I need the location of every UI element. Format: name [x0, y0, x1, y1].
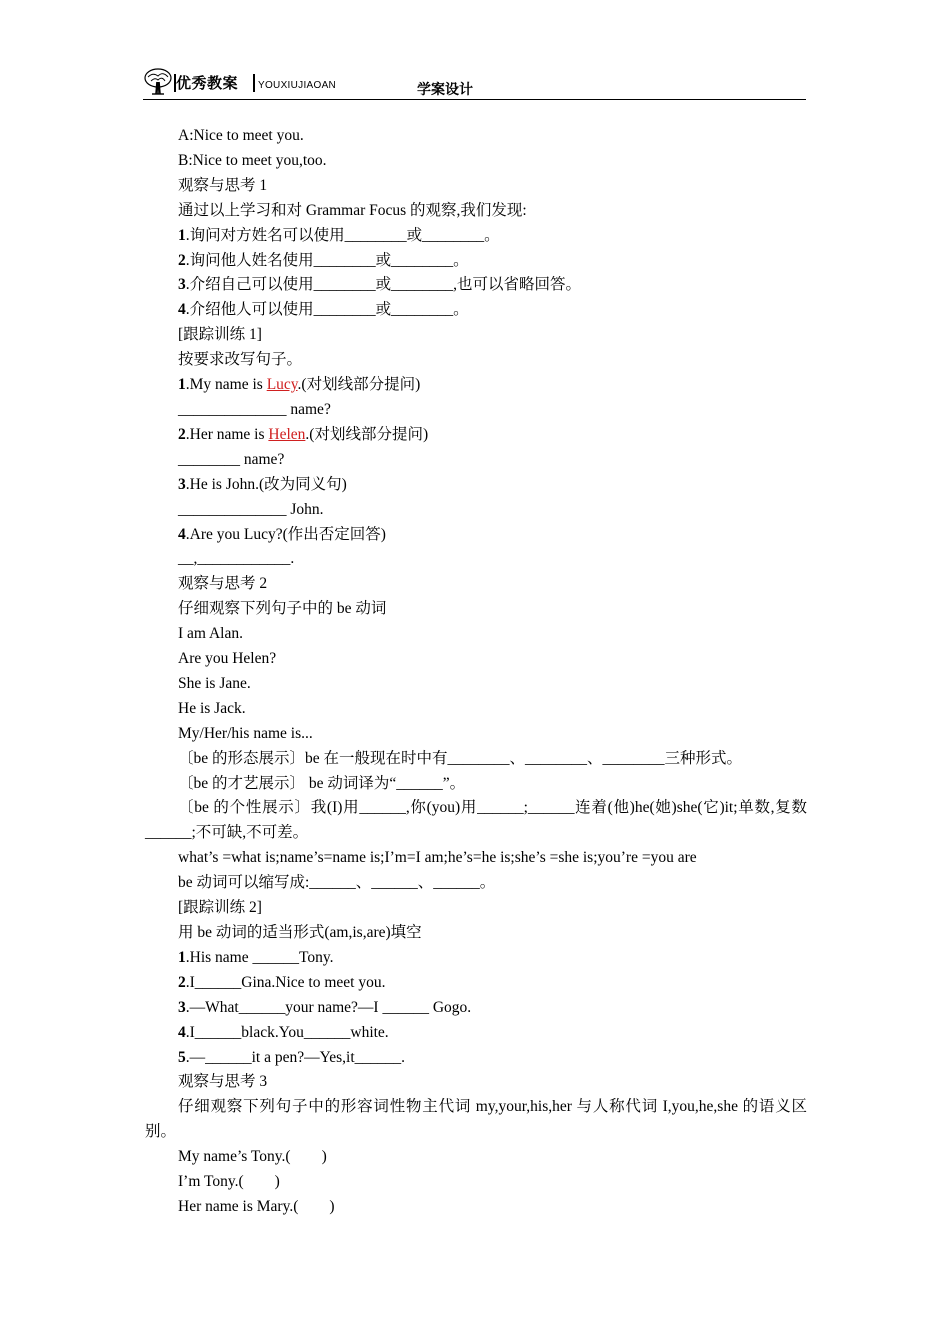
text-line: [145, 946, 807, 971]
text-segment: 仔细观察下列句子中的形容词性物主代词 my,your,his,her 与人称代词 I,you,he,she 的语义区别。: [145, 1098, 807, 1141]
text-line: [145, 124, 807, 149]
text-segment: B:Nice to meet you,too.: [178, 151, 327, 169]
item-number: 2: [178, 425, 186, 443]
text-segment: 观察与思考 3: [178, 1073, 268, 1091]
text-line: [145, 323, 807, 348]
text-segment: .I______black.You______white.: [185, 1023, 389, 1041]
text-segment: I am Alan.: [178, 625, 243, 643]
text-line: [145, 1195, 807, 1220]
logo-chinese-text: 优秀教案: [176, 74, 239, 92]
text-segment: 用 be 动词的适当形式(am,is,are)填空: [178, 924, 422, 941]
item-number: 5: [178, 1048, 186, 1066]
logo-divider: [253, 74, 255, 92]
text-line: [145, 722, 807, 747]
text-line: [145, 896, 807, 921]
text-line: [145, 921, 807, 946]
text-segment: .Are you Lucy?(作出否定回答): [185, 525, 386, 543]
text-line: [145, 224, 807, 249]
text-segment: 〔be 的形态展示〕be 在一般现在时中有________、________、________三种形式。: [178, 749, 743, 767]
item-number: 4: [178, 301, 186, 319]
item-number: 4: [178, 1023, 186, 1041]
text-line: [145, 1070, 807, 1095]
text-segment: 〔be 的才艺展示〕 be 动词译为“______”。: [178, 774, 466, 792]
text-line: [145, 423, 807, 448]
underlined-answer: Lucy: [266, 376, 298, 394]
text-line: [145, 1046, 807, 1071]
text-line: [145, 846, 807, 871]
item-number: 1: [178, 376, 186, 394]
item-number: 3: [178, 276, 186, 294]
text-line: [145, 174, 807, 199]
text-segment: 仔细观察下列句子中的 be 动词: [178, 600, 387, 618]
underlined-answer: Helen: [268, 425, 306, 443]
item-number: 4: [178, 525, 186, 543]
header-title: 学案设计: [417, 82, 473, 98]
item-number: 1: [178, 226, 186, 244]
text-segment: A:Nice to meet you.: [178, 127, 304, 144]
text-segment: She is Jane.: [178, 674, 251, 692]
text-segment: .Her name is: [185, 425, 269, 443]
text-line: [145, 871, 807, 896]
text-line: [145, 348, 807, 373]
text-line: [145, 1170, 807, 1195]
text-segment: .His name ______Tony.: [185, 948, 334, 966]
tree-logo-icon: [143, 68, 173, 96]
text-segment: .询问他人姓名使用________或________。: [185, 251, 469, 269]
text-line: [145, 149, 807, 174]
text-segment: .My name is: [185, 376, 267, 394]
text-segment: 〔be 的个性展示〕我(I)用______,你(you)用______;______连着(他)he(她)she(它)it;单数,复数______;不可缺,不可差。: [145, 799, 807, 842]
text-line: [145, 1095, 807, 1145]
text-segment: ______________ John.: [178, 500, 324, 518]
text-line: [145, 249, 807, 274]
text-line: [145, 473, 807, 498]
item-number: 1: [178, 948, 186, 966]
text-segment: .—What______your name?—I ______ Gogo.: [185, 998, 472, 1016]
text-line: [145, 298, 807, 323]
text-segment: 观察与思考 2: [178, 575, 268, 593]
text-segment: ________ name?: [178, 450, 285, 468]
text-line: [145, 772, 807, 797]
text-segment: 按要求改写句子。: [178, 351, 303, 369]
text-segment: 通过以上学习和对 Grammar Focus 的观察,我们发现:: [178, 201, 527, 219]
text-line: [145, 398, 807, 423]
text-segment: .—______it a pen?—Yes,it______.: [185, 1048, 406, 1066]
text-segment: Are you Helen?: [178, 650, 277, 668]
text-line: [145, 796, 807, 846]
text-segment: [跟踪训练 2]: [178, 899, 262, 917]
text-line: [145, 498, 807, 523]
text-line: [145, 996, 807, 1021]
text-segment: .介绍他人可以使用________或________。: [185, 301, 469, 319]
text-line: [145, 448, 807, 473]
text-segment: Her name is Mary.( ): [178, 1197, 335, 1215]
text-line: [145, 597, 807, 622]
item-number: 2: [178, 973, 186, 991]
text-segment: __,____________.: [178, 550, 295, 568]
text-segment: .He is John.(改为同义句): [185, 475, 347, 493]
item-number: 2: [178, 251, 186, 269]
text-line: [145, 1145, 807, 1170]
text-line: [145, 547, 807, 572]
text-segment: .(对划线部分提问): [305, 425, 429, 443]
text-segment: I’m Tony.( ): [178, 1173, 280, 1191]
item-number: 3: [178, 475, 186, 493]
text-segment: He is Jack.: [178, 699, 246, 717]
page-header: [143, 66, 806, 100]
text-segment: [跟踪训练 1]: [178, 326, 262, 344]
text-line: [145, 199, 807, 224]
text-segment: My name’s Tony.( ): [178, 1148, 327, 1166]
text-segment: My/Her/his name is...: [178, 724, 313, 742]
text-segment: ______________ name?: [178, 400, 331, 418]
text-line: [145, 373, 807, 398]
text-segment: .介绍自己可以使用________或________,也可以省略回答。: [185, 276, 582, 294]
document-body: [145, 124, 807, 1220]
text-line: [145, 697, 807, 722]
text-line: [145, 747, 807, 772]
text-segment: .I______Gina.Nice to meet you.: [185, 973, 386, 991]
text-line: [145, 1021, 807, 1046]
text-segment: 观察与思考 1: [178, 176, 268, 194]
text-line: [145, 672, 807, 697]
logo-english-text: YOUXIUJIAOAN: [258, 80, 337, 91]
item-number: 3: [178, 998, 186, 1016]
text-segment: what’s =what is;name’s=name is;I’m=I am;he’s=he is;she’s =she is;you’re =you are: [178, 849, 697, 867]
text-segment: be 动词可以缩写成:______、______、______。: [178, 874, 496, 892]
text-line: [145, 273, 807, 298]
text-line: [145, 523, 807, 548]
text-line: [145, 971, 807, 996]
text-segment: .询问对方姓名可以使用________或________。: [185, 226, 500, 244]
text-segment: .(对划线部分提问): [297, 376, 421, 394]
text-line: [145, 622, 807, 647]
text-line: [145, 572, 807, 597]
text-line: [145, 647, 807, 672]
